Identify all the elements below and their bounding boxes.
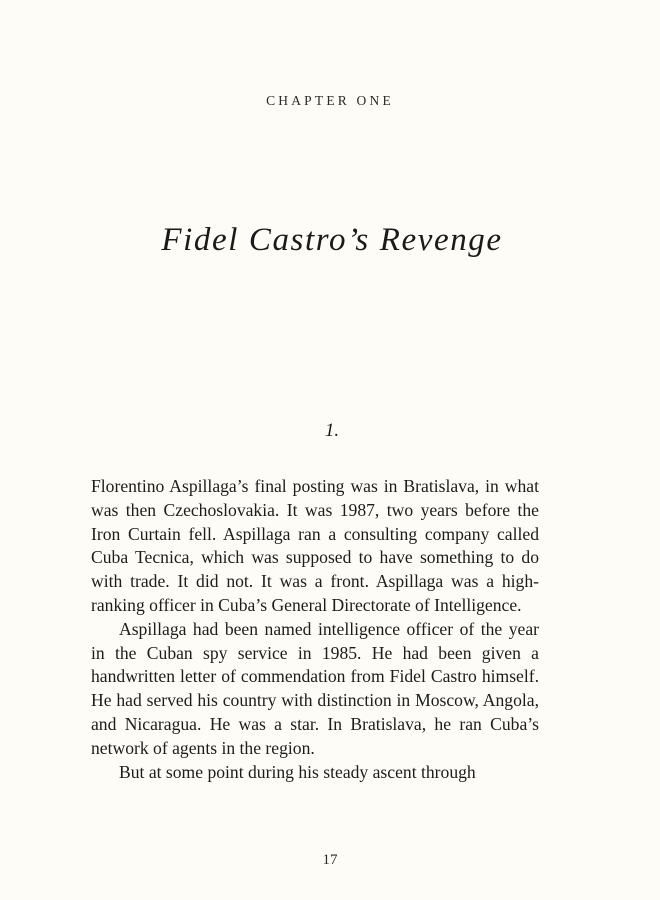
section-number: 1. — [324, 420, 340, 441]
chapter-label: CHAPTER ONE — [266, 93, 394, 108]
paragraph-1: Florentino Aspillaga’s final posting was in Bratislava, in what was then Czechoslovakia. It was 1987, two years before the Iron Curtain fell. Aspillaga ran a consulting company called Cuba Tecnica, which was supposed to have something to do with trade. It did not. It was a front. Aspillaga was a high-ranking officer in Cuba’s General Directorate of Intelligence. — [91, 476, 539, 615]
body-text — [91, 475, 539, 784]
chapter-title: Fidel Castro’s Revenge — [161, 222, 503, 258]
paragraph-2: Aspillaga had been named intelligence officer of the year in the Cuban spy service in 1985. He had been given a handwritten letter of commendation from Fidel Castro himself. He had served his country with distinction in Moscow, Angola, and Nicaragua. He was a star. In Bratislava, he ran Cuba’s network of agents in the region. — [91, 618, 539, 758]
paragraph-3: But at some point during his steady ascent through — [119, 761, 476, 782]
page-number: 17 — [322, 852, 338, 868]
